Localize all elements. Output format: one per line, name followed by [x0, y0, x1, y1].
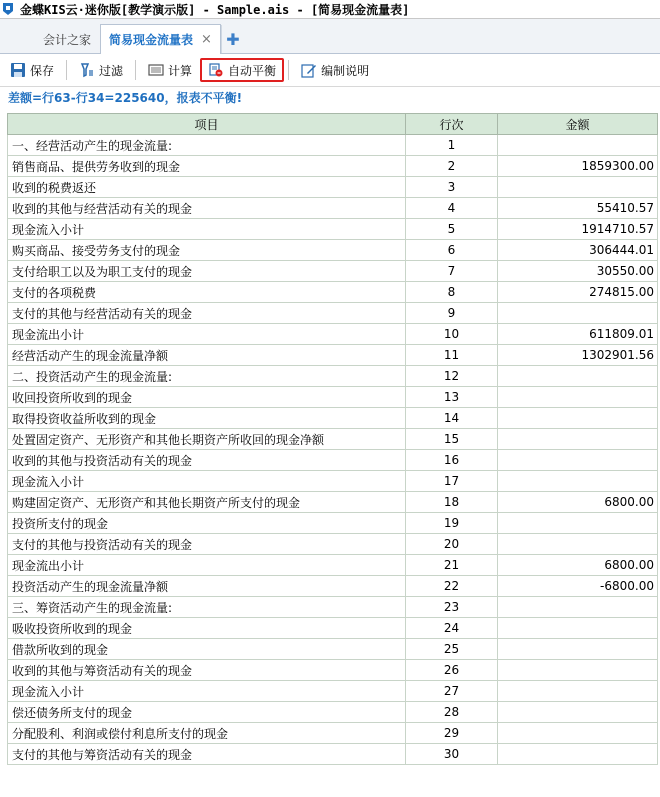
close-tab-icon[interactable]: ×: [201, 32, 212, 47]
item-cell[interactable]: 投资活动产生的现金流量净额: [8, 576, 406, 597]
table-row[interactable]: [8, 240, 658, 261]
table-header-row: [8, 114, 658, 135]
amount-cell[interactable]: [498, 408, 658, 429]
add-tab-icon[interactable]: ✚: [221, 25, 244, 53]
table-row[interactable]: [8, 345, 658, 366]
line-number-cell[interactable]: 5: [406, 219, 498, 240]
item-cell[interactable]: 收到的其他与经营活动有关的现金: [8, 198, 406, 219]
item-cell[interactable]: 购建固定资产、无形资产和其他长期资产所支付的现金: [8, 492, 406, 513]
edit-icon: [301, 62, 317, 78]
amount-cell[interactable]: [498, 681, 658, 702]
table-row[interactable]: [8, 702, 658, 723]
amount-cell[interactable]: [498, 702, 658, 723]
app-logo-icon: [2, 2, 14, 16]
item-cell[interactable]: 支付的各项税费: [8, 282, 406, 303]
tab-label: 简易现金流量表: [109, 33, 194, 47]
calculate-label: 计算: [168, 63, 193, 78]
item-cell[interactable]: 收到的税费返还: [8, 177, 406, 198]
line-number-cell[interactable]: 14: [406, 408, 498, 429]
amount-cell[interactable]: 306444.01: [498, 240, 658, 261]
line-number-cell[interactable]: 11: [406, 345, 498, 366]
table-row[interactable]: [8, 324, 658, 345]
line-number-cell[interactable]: 21: [406, 555, 498, 576]
amount-cell[interactable]: 6800.00: [498, 492, 658, 513]
line-number-cell[interactable]: 19: [406, 513, 498, 534]
tab-accounting-home[interactable]: [34, 25, 100, 53]
amount-cell[interactable]: [498, 471, 658, 492]
toolbar-divider: [288, 60, 289, 80]
line-number-cell[interactable]: 25: [406, 639, 498, 660]
table-body: [8, 135, 658, 765]
table-row[interactable]: [8, 261, 658, 282]
amount-cell[interactable]: [498, 639, 658, 660]
item-cell[interactable]: 现金流入小计: [8, 681, 406, 702]
line-number-cell[interactable]: 29: [406, 723, 498, 744]
line-number-cell[interactable]: 30: [406, 744, 498, 765]
item-cell[interactable]: 取得投资收益所收到的现金: [8, 408, 406, 429]
line-number-cell[interactable]: 18: [406, 492, 498, 513]
window-title: 金蝶KIS云·迷你版[教学演示版] - Sample.ais - [简易现金流量表]: [20, 2, 410, 17]
amount-cell[interactable]: [498, 597, 658, 618]
line-number-cell[interactable]: 3: [406, 177, 498, 198]
item-cell[interactable]: 三、筹资活动产生的现金流量:: [8, 597, 406, 618]
item-cell[interactable]: 支付的其他与投资活动有关的现金: [8, 534, 406, 555]
save-label: 保存: [30, 63, 55, 78]
table-row[interactable]: [8, 597, 658, 618]
item-cell[interactable]: 现金流出小计: [8, 555, 406, 576]
line-number-cell[interactable]: 17: [406, 471, 498, 492]
edit-description-label: 编制说明: [321, 63, 370, 78]
item-cell[interactable]: 二、投资活动产生的现金流量:: [8, 366, 406, 387]
line-number-cell[interactable]: 23: [406, 597, 498, 618]
line-number-cell[interactable]: 15: [406, 429, 498, 450]
table-row[interactable]: [8, 471, 658, 492]
table-row[interactable]: [8, 198, 658, 219]
table-row[interactable]: [8, 135, 658, 156]
table-row[interactable]: [8, 366, 658, 387]
item-cell[interactable]: 现金流出小计: [8, 324, 406, 345]
amount-cell[interactable]: [498, 450, 658, 471]
amount-cell[interactable]: [498, 366, 658, 387]
line-number-cell[interactable]: 20: [406, 534, 498, 555]
toolbar-divider: [66, 60, 67, 80]
line-number-cell[interactable]: 24: [406, 618, 498, 639]
line-number-cell[interactable]: 26: [406, 660, 498, 681]
item-cell[interactable]: 支付的其他与经营活动有关的现金: [8, 303, 406, 324]
auto-balance-label: 自动平衡: [228, 63, 277, 78]
calculator-icon: [148, 62, 164, 78]
table-row[interactable]: [8, 723, 658, 744]
amount-cell[interactable]: [498, 660, 658, 681]
amount-cell[interactable]: 1914710.57: [498, 219, 658, 240]
line-number-cell[interactable]: 28: [406, 702, 498, 723]
item-cell[interactable]: 经营活动产生的现金流量净额: [8, 345, 406, 366]
amount-cell[interactable]: [498, 135, 658, 156]
line-number-cell[interactable]: 22: [406, 576, 498, 597]
table-row[interactable]: [8, 639, 658, 660]
table-row[interactable]: [8, 534, 658, 555]
table-row[interactable]: [8, 660, 658, 681]
column-header-amount[interactable]: 金额: [498, 114, 658, 135]
amount-cell[interactable]: 6800.00: [498, 555, 658, 576]
tab-label: 会计之家: [43, 33, 92, 47]
auto-balance-button[interactable]: [200, 58, 284, 82]
amount-cell[interactable]: -6800.00: [498, 576, 658, 597]
line-number-cell[interactable]: 10: [406, 324, 498, 345]
filter-icon: [79, 62, 95, 78]
tab-cashflow-statement[interactable]: [100, 24, 221, 54]
amount-cell[interactable]: [498, 618, 658, 639]
tab-bar: [0, 19, 660, 54]
save-icon: [10, 62, 26, 78]
item-cell[interactable]: 销售商品、提供劳务收到的现金: [8, 156, 406, 177]
table-row[interactable]: [8, 618, 658, 639]
table-row[interactable]: [8, 492, 658, 513]
line-number-cell[interactable]: 8: [406, 282, 498, 303]
table-row[interactable]: [8, 177, 658, 198]
amount-cell[interactable]: [498, 534, 658, 555]
item-cell[interactable]: 收回投资所收到的现金: [8, 387, 406, 408]
item-cell[interactable]: 支付的其他与筹资活动有关的现金: [8, 744, 406, 765]
cashflow-table: [7, 113, 658, 765]
table-row[interactable]: [8, 555, 658, 576]
table-row[interactable]: [8, 681, 658, 702]
table-row[interactable]: [8, 219, 658, 240]
table-row[interactable]: [8, 576, 658, 597]
amount-cell[interactable]: 274815.00: [498, 282, 658, 303]
line-number-cell[interactable]: 4: [406, 198, 498, 219]
item-cell[interactable]: 处置固定资产、无形资产和其他长期资产所收回的现金净额: [8, 429, 406, 450]
table-row[interactable]: [8, 282, 658, 303]
toolbar: [0, 54, 660, 87]
title-bar: [0, 0, 660, 19]
toolbar-divider: [135, 60, 136, 80]
line-number-cell[interactable]: 2: [406, 156, 498, 177]
table-row[interactable]: [8, 303, 658, 324]
line-number-cell[interactable]: 13: [406, 387, 498, 408]
amount-cell[interactable]: [498, 513, 658, 534]
line-number-cell[interactable]: 1: [406, 135, 498, 156]
table-row[interactable]: [8, 450, 658, 471]
line-number-cell[interactable]: 9: [406, 303, 498, 324]
table-row[interactable]: [8, 429, 658, 450]
item-cell[interactable]: 收到的其他与筹资活动有关的现金: [8, 660, 406, 681]
line-number-cell[interactable]: 27: [406, 681, 498, 702]
line-number-cell[interactable]: 12: [406, 366, 498, 387]
item-cell[interactable]: 支付给职工以及为职工支付的现金: [8, 261, 406, 282]
auto-balance-icon: [208, 62, 224, 78]
amount-cell[interactable]: 1859300.00: [498, 156, 658, 177]
line-number-cell[interactable]: 16: [406, 450, 498, 471]
line-number-cell[interactable]: 7: [406, 261, 498, 282]
table-row[interactable]: [8, 513, 658, 534]
table-row[interactable]: [8, 744, 658, 765]
amount-cell[interactable]: [498, 387, 658, 408]
filter-button[interactable]: [71, 58, 131, 82]
column-header-item[interactable]: 项目: [8, 114, 406, 135]
table-row[interactable]: [8, 408, 658, 429]
item-cell[interactable]: 现金流入小计: [8, 219, 406, 240]
filter-label: 过滤: [99, 63, 124, 78]
table-row[interactable]: [8, 387, 658, 408]
edit-description-button[interactable]: [293, 58, 377, 82]
item-cell[interactable]: 收到的其他与投资活动有关的现金: [8, 450, 406, 471]
item-cell[interactable]: 吸收投资所收到的现金: [8, 618, 406, 639]
amount-cell[interactable]: [498, 429, 658, 450]
item-cell[interactable]: 分配股利、利润或偿付利息所支付的现金: [8, 723, 406, 744]
item-cell[interactable]: 偿还债务所支付的现金: [8, 702, 406, 723]
balance-warning-message: 差额=行63-行34=225640，报表不平衡!: [8, 90, 243, 105]
calculate-button[interactable]: [140, 58, 200, 82]
amount-cell[interactable]: 55410.57: [498, 198, 658, 219]
amount-cell[interactable]: [498, 723, 658, 744]
line-number-cell[interactable]: 6: [406, 240, 498, 261]
amount-cell[interactable]: [498, 744, 658, 765]
item-cell[interactable]: 借款所收到的现金: [8, 639, 406, 660]
column-header-line[interactable]: 行次: [406, 114, 498, 135]
item-cell[interactable]: 投资所支付的现金: [8, 513, 406, 534]
table-row[interactable]: [8, 156, 658, 177]
save-button[interactable]: [2, 58, 62, 82]
amount-cell[interactable]: [498, 177, 658, 198]
item-cell[interactable]: 一、经营活动产生的现金流量:: [8, 135, 406, 156]
amount-cell[interactable]: 1302901.56: [498, 345, 658, 366]
item-cell[interactable]: 购买商品、接受劳务支付的现金: [8, 240, 406, 261]
item-cell[interactable]: 现金流入小计: [8, 471, 406, 492]
amount-cell[interactable]: [498, 303, 658, 324]
amount-cell[interactable]: 30550.00: [498, 261, 658, 282]
amount-cell[interactable]: 611809.01: [498, 324, 658, 345]
